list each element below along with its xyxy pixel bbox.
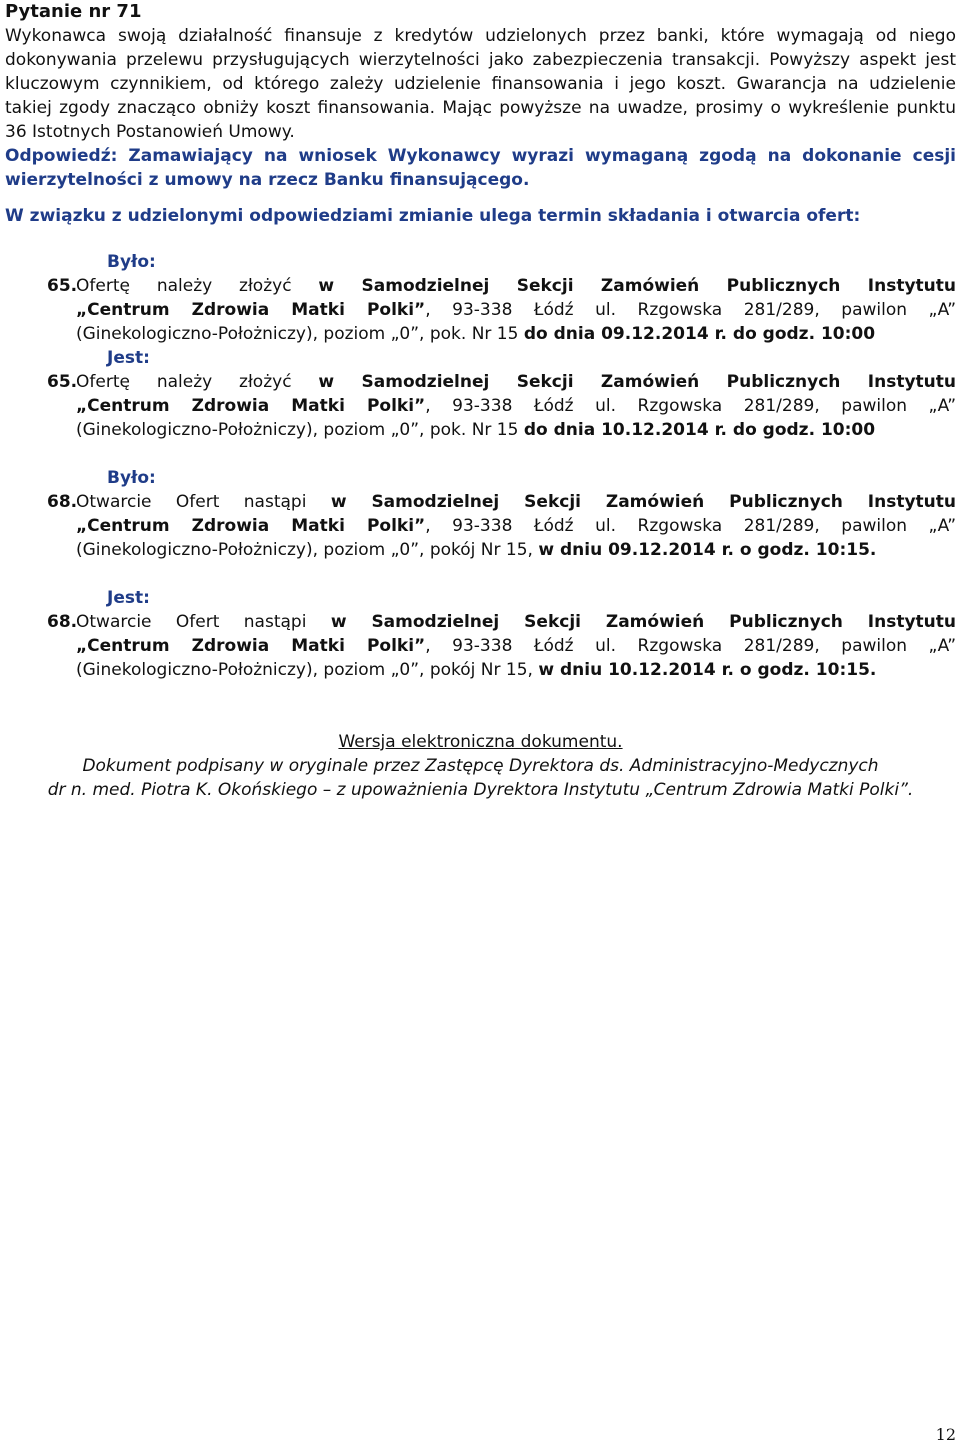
item-text-bold: w Samodzielnej Sekcji Zamówień Publicznych Instytutu [330,492,956,512]
item-text-bold: „Centrum Zdrowia Matki Polki” [76,516,426,536]
item-text: , 93-338 Łódź ul. Rzgowska 281/289, pawilon „A” [425,636,956,656]
item-line [76,418,956,442]
item-line [76,538,956,562]
item-text-bold: „Centrum Zdrowia Matki Polki” [76,396,426,416]
item-text-bold: w Samodzielnej Sekcji Zamówień Publicznych Instytutu [330,612,956,632]
item-line [76,634,956,658]
item-line [76,370,956,394]
question-title: Pytanie nr 71 [5,1,142,22]
item-number: 68. [47,492,78,512]
item-text: , 93-338 Łódź ul. Rzgowska 281/289, pawilon „A” [425,516,956,536]
question-line: takiej zgody znacząco obniży koszt finansowania. Mając powyższe na uwadze, prosimy o wykreślenie punktu [5,98,956,118]
item-text-bold: „Centrum Zdrowia Matki Polki” [76,636,426,656]
item-text-bold: w dniu 10.12.2014 r. o godz. 10:15. [538,660,877,680]
item-number: 68. [47,612,78,632]
item-line [76,274,956,298]
change-label-is: Jest: [107,348,150,368]
change-item [5,610,956,682]
change-label-was: Było: [107,468,156,488]
item-line [76,514,956,538]
footer-authorization: dr n. med. Piotra K. Okońskiego – z upoważnienia Dyrektora Instytutu „Centrum Zdrowia Matki Polki”. [47,780,914,800]
item-text-bold: w dniu 09.12.2014 r. o godz. 10:15. [538,540,877,560]
item-text: Otwarcie Ofert nastąpi [76,492,331,512]
item-text: , 93-338 Łódź ul. Rzgowska 281/289, pawilon „A” [425,396,956,416]
change-label-was: Było: [107,252,156,272]
item-text-bold: w Samodzielnej Sekcji Zamówień Publicznych Instytutu [318,276,956,296]
item-line [76,394,956,418]
item-text: Ofertę należy złożyć [76,372,319,392]
item-line [76,322,956,346]
question-line: dokonywania przelewu przysługujących wierzytelności jako zabezpieczenia transakcji. Powyższy aspekt jest [5,50,956,70]
item-number: 65. [47,372,78,392]
change-item [5,274,956,346]
footer-signed-by: Dokument podpisany w oryginale przez Zastępcę Dyrektora ds. Administracyjno-Medycznych [82,756,879,776]
question-line: kluczowym czynnikiem, od którego zależy udzielenie finansowania i jego koszt. Gwarancja na udzielenie [5,74,956,94]
item-line [76,610,956,634]
item-line [76,658,956,682]
question-text [5,24,956,144]
item-number: 65. [47,276,78,296]
item-text-bold: w Samodzielnej Sekcji Zamówień Publicznych Instytutu [318,372,956,392]
change-label-is: Jest: [107,588,150,608]
item-text: (Ginekologiczno-Położniczy), poziom „0”, pok. Nr 15 [76,324,524,344]
item-text: Otwarcie Ofert nastąpi [76,612,331,632]
document-page [5,0,956,802]
item-text-bold: do dnia 09.12.2014 r. do godz. 10:00 [523,324,876,344]
page-number: 12 [935,1425,956,1444]
item-text: (Ginekologiczno-Położniczy), poziom „0”, pok. Nr 15 [76,420,524,440]
footer-electronic-version: Wersja elektroniczna dokumentu. [338,732,623,752]
answer-line: Odpowiedź: Zamawiający na wniosek Wykonawcy wyrazi wymaganą zgodą na dokonanie cesji [5,146,956,166]
answer-line: wierzytelności z umowy na rzecz Banku finansującego. [5,170,530,190]
item-text: (Ginekologiczno-Położniczy), poziom „0”, pokój Nr 15, [76,540,539,560]
item-line [76,490,956,514]
item-text: Ofertę należy złożyć [76,276,319,296]
document-footer [5,730,956,802]
question-line: 36 Istotnych Postanowień Umowy. [5,122,295,142]
item-line [76,298,956,322]
change-item [5,490,956,562]
item-text: , 93-338 Łódź ul. Rzgowska 281/289, pawilon „A” [425,300,956,320]
question-line: Wykonawca swoją działalność finansuje z kredytów udzielonych przez banki, które wymagają od niego [5,26,956,46]
answer-text [5,144,956,192]
item-text: (Ginekologiczno-Położniczy), poziom „0”, pokój Nr 15, [76,660,539,680]
item-text-bold: „Centrum Zdrowia Matki Polki” [76,300,426,320]
change-notice: W związku z udzielonymi odpowiedziami zmianie ulega termin składania i otwarcia ofert: [5,206,861,226]
item-text-bold: do dnia 10.12.2014 r. do godz. 10:00 [523,420,876,440]
change-item [5,370,956,442]
